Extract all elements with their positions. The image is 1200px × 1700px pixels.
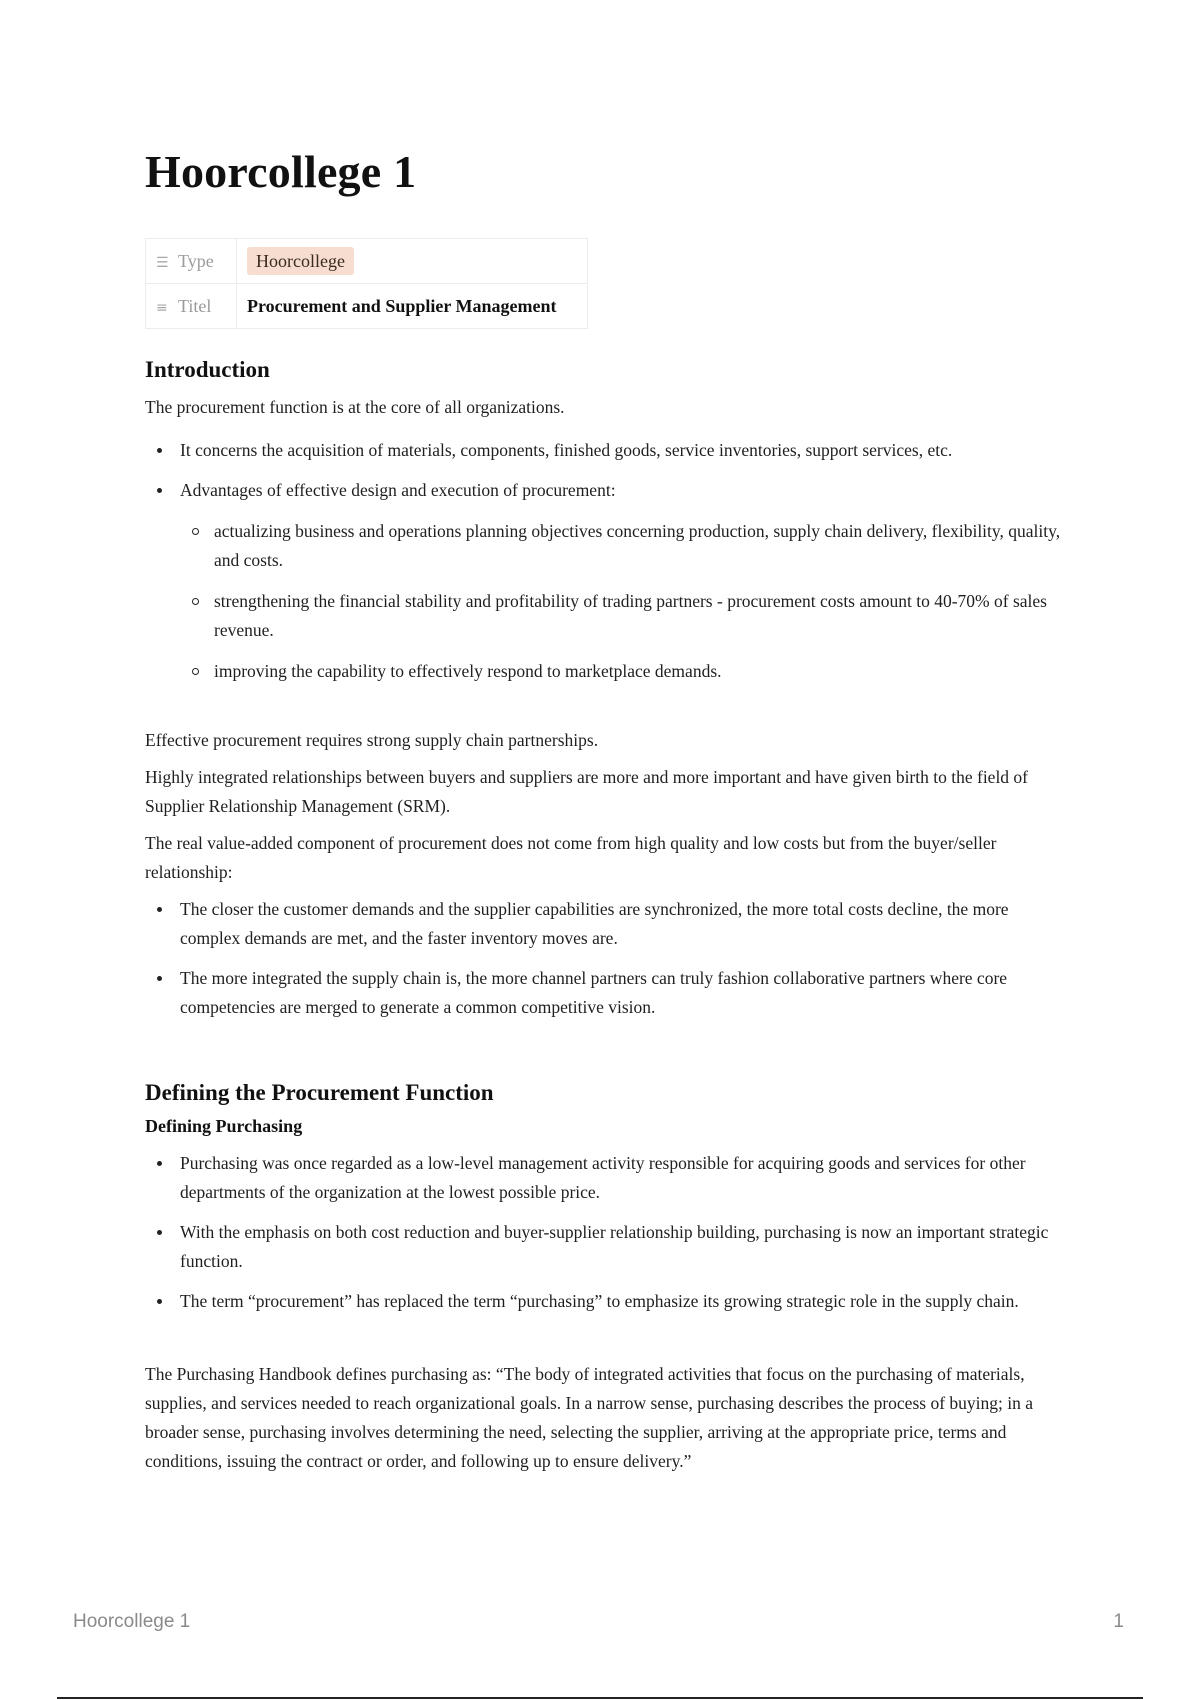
document-page	[145, 145, 1065, 1484]
paragraph: Effective procurement requires strong supply chain partnerships.	[145, 730, 599, 750]
list-item: With the emphasis on both cost reduction and buyer-supplier relationship building, purchasing is now an important strategic function.	[145, 1218, 1065, 1276]
list-item: It concerns the acquisition of materials, components, finished goods, service inventories, support services, etc.	[145, 436, 1065, 465]
text-icon: ≡	[156, 299, 168, 316]
properties-table	[145, 238, 588, 329]
property-value[interactable]	[237, 239, 588, 284]
bullet-list	[145, 1149, 1065, 1316]
list-item	[145, 476, 1065, 686]
section-heading-defining: Defining the Procurement Function	[145, 1080, 494, 1105]
property-key	[146, 284, 237, 329]
section-heading-introduction: Introduction	[145, 357, 270, 382]
bullet-list	[145, 436, 1065, 686]
property-key-label: Titel	[178, 295, 212, 316]
sub-bullet-list	[180, 517, 1065, 686]
list-item: Purchasing was once regarded as a low-level management activity responsible for acquiring goods and services for other departments of the organization at the lowest possible price.	[145, 1149, 1065, 1207]
list-item: The term “procurement” has replaced the term “purchasing” to emphasize its growing strategic role in the supply chain.	[145, 1287, 1065, 1316]
list-item-text: Advantages of effective design and execution of procurement:	[180, 480, 616, 500]
sub-list-item: actualizing business and operations planning objectives concerning production, supply chain delivery, flexibility, quality, and costs.	[180, 517, 1065, 575]
titel-value: Procurement and Supplier Management	[247, 295, 557, 316]
list-item: The closer the customer demands and the supplier capabilities are synchronized, the more total costs decline, the more complex demands are met, and the faster inventory moves are.	[145, 895, 1065, 953]
property-value[interactable]	[237, 284, 588, 329]
sub-list-item: improving the capability to effectively respond to marketplace demands.	[180, 657, 1065, 686]
subsection-heading: Defining Purchasing	[145, 1116, 303, 1136]
property-key	[146, 239, 237, 284]
property-row-titel	[146, 284, 588, 329]
page-title: Hoorcollege 1	[145, 146, 417, 197]
bullet-list	[145, 895, 1065, 1022]
property-key-label: Type	[178, 250, 214, 271]
paragraph: The procurement function is at the core of all organizations.	[145, 397, 565, 417]
type-tag[interactable]: Hoorcollege	[247, 247, 354, 275]
list-item: The more integrated the supply chain is, the more channel partners can truly fashion collaborative partners where core competencies are merged to generate a common competitive vision.	[145, 964, 1065, 1022]
sub-list-item: strengthening the financial stability and profitability of trading partners - procurement costs amount to 40-70% of sales revenue.	[180, 587, 1065, 645]
footer-title: Hoorcollege 1	[73, 1611, 191, 1632]
paragraph: Highly integrated relationships between buyers and suppliers are more and more important and have given birth to the field of Supplier Relationship Management (SRM).	[145, 767, 1029, 816]
paragraph-quote: The Purchasing Handbook defines purchasing as: “The body of integrated activities that focus on the purchasing of materials, supplies, and services needed to reach organizational goals. In a narrow sense, purchasing describes the process of buying; in a broader sense, purchasing involves determining the need, selecting the supplier, arriving at the appropriate price, terms and conditions, issuing the contract or order, and following up to ensure delivery.”	[145, 1364, 1034, 1471]
list-icon: ☰	[156, 254, 169, 271]
property-row-type	[146, 239, 588, 284]
paragraph: The real value-added component of procurement does not come from high quality and low costs but from the buyer/seller relationship:	[145, 833, 997, 882]
page-number: 1	[1113, 1611, 1124, 1632]
page-divider	[57, 1697, 1143, 1699]
